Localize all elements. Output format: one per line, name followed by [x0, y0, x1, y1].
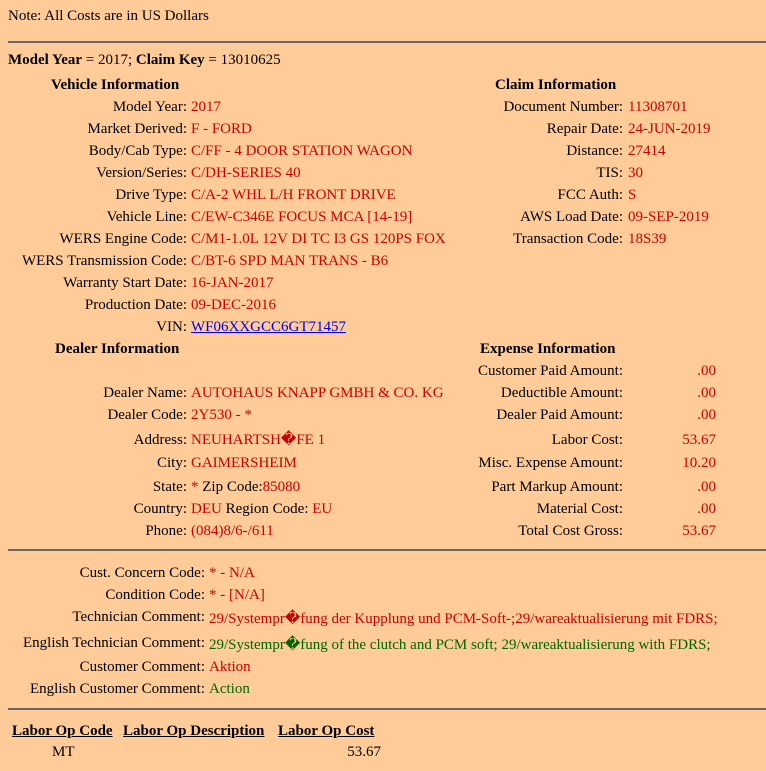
vehicle-field-value: C/BT-6 SPD MAN TRANS - B6 [191, 253, 389, 269]
dealer-name-label: Dealer Name: [103, 385, 187, 401]
region-label: Region Code: [221, 501, 313, 517]
state-value: * [191, 479, 199, 495]
expense-field-value: .00 [697, 407, 716, 423]
dealer-code-label: Dealer Code: [107, 407, 187, 423]
comment-label: Technician Comment: [72, 609, 205, 625]
divider [8, 549, 766, 551]
vehicle-field-label: Market Derived: [87, 121, 187, 137]
expense-field-value: .00 [697, 385, 716, 401]
vehicle-field-label: WERS Engine Code: [59, 231, 187, 247]
claim-field-value: 11308701 [628, 99, 688, 115]
vehicle-field-value: C/M1-1.0L 12V DI TC I3 GS 120PS FOX [191, 231, 446, 247]
labor-op-code-cell: MT [52, 744, 75, 760]
vehicle-field-value: C/FF - 4 DOOR STATION WAGON [191, 143, 413, 159]
address-label: Address: [133, 432, 187, 448]
expense-field-value: .00 [697, 363, 716, 379]
claim-field-label: TIS: [596, 165, 623, 181]
dealer-info-heading: Dealer Information [55, 341, 180, 357]
vin-label: VIN: [156, 319, 187, 335]
city-label: City: [156, 455, 187, 471]
zip-value: 85080 [262, 479, 301, 495]
expense-field-label: Dealer Paid Amount: [496, 407, 623, 423]
vehicle-field-value: C/A-2 WHL L/H FRONT DRIVE [191, 187, 396, 203]
labor-op-cost-cell: 53.67 [347, 744, 381, 760]
phone-value: (084)8/6-/611 [191, 523, 274, 539]
comment-label: Customer Comment: [79, 659, 205, 675]
vin-link[interactable]: WF06XXGCC6GT71457 [191, 319, 347, 335]
city-value: GAIMERSHEIM [191, 455, 297, 471]
dealer-name-value: AUTOHAUS KNAPP GMBH & CO. KG [191, 385, 444, 401]
model-year-label: Model Year [8, 52, 83, 68]
claim-field-label: Document Number: [503, 99, 623, 115]
expense-field-value: .00 [697, 479, 716, 495]
claim-field-label: Distance: [566, 143, 623, 159]
comment-label: English Technician Comment: [23, 635, 205, 651]
labor-op-description-header: Labor Op Description [123, 723, 265, 739]
country-label: Country: [133, 501, 187, 517]
expense-field-label: Misc. Expense Amount: [478, 455, 623, 471]
vehicle-field-value: F - FORD [191, 121, 252, 137]
vehicle-field-value: C/EW-C346E FOCUS MCA [14-19] [191, 209, 413, 225]
vehicle-field-label: Vehicle Line: [106, 209, 187, 225]
claim-field-label: FCC Auth: [557, 187, 623, 203]
vehicle-field-value: 09-DEC-2016 [191, 297, 276, 313]
labor-op-code-header: Labor Op Code [12, 723, 113, 739]
claim-field-value: 09-SEP-2019 [628, 209, 709, 225]
expense-info-heading: Expense Information [480, 341, 616, 357]
expense-field-label: Customer Paid Amount: [477, 363, 623, 379]
expense-field-value: 10.20 [682, 455, 716, 471]
claim-info-heading: Claim Information [495, 77, 617, 93]
vehicle-field-value: 16-JAN-2017 [191, 275, 274, 291]
claim-header [8, 51, 281, 69]
expense-field-value: .00 [697, 501, 716, 517]
divider [8, 708, 766, 710]
labor-op-cost-header: Labor Op Cost [278, 723, 375, 739]
claim-field-value: 18S39 [628, 231, 667, 247]
vehicle-field-label: WERS Transmission Code: [21, 253, 187, 269]
expense-field-label: Deductible Amount: [500, 385, 623, 401]
vehicle-field-label: Drive Type: [115, 187, 187, 203]
vehicle-field-value: 2017 [191, 99, 221, 115]
vehicle-info-heading: Vehicle Information [51, 77, 180, 93]
country-region-line [191, 500, 332, 518]
address-value: NEUHARTSH�FE 1 [191, 432, 326, 448]
vehicle-field-label: Model Year: [112, 99, 187, 115]
divider [8, 41, 766, 43]
expense-field-label: Part Markup Amount: [491, 479, 623, 495]
comment-value: Aktion [209, 659, 251, 675]
comment-label: English Customer Comment: [30, 681, 205, 697]
vehicle-field-label: Production Date: [84, 297, 187, 313]
claim-field-label: Transaction Code: [513, 231, 623, 247]
vehicle-field-label: Version/Series: [96, 165, 187, 181]
claim-field-value: 30 [628, 165, 643, 181]
claim-key-value: = 13010625 [204, 52, 281, 68]
claim-key-label: Claim Key [135, 52, 205, 68]
comment-label: Cust. Concern Code: [79, 565, 205, 581]
claim-field-value: S [628, 187, 637, 203]
vehicle-field-label: Body/Cab Type: [88, 143, 187, 159]
region-value: EU [312, 501, 333, 517]
claim-field-value: 24-JUN-2019 [628, 121, 711, 137]
vehicle-field-label: Warranty Start Date: [63, 275, 187, 291]
claim-field-value: 27414 [628, 143, 666, 159]
cost-note: Note: All Costs are in US Dollars [8, 8, 209, 24]
comment-value: Action [209, 681, 250, 697]
model-year-value: = 2017; [82, 52, 136, 68]
state-zip-line [191, 478, 300, 496]
comment-value: 29/Systempr�fung of the clutch and PCM soft; 29/wareaktualisierung with FDRS; [209, 637, 711, 653]
expense-field-value: 53.67 [682, 523, 716, 539]
dealer-code-value: 2Y530 - * [191, 407, 252, 423]
expense-field-label: Labor Cost: [551, 432, 623, 448]
comment-value: * - [N/A] [209, 587, 265, 603]
phone-label: Phone: [145, 523, 187, 539]
expense-field-label: Total Cost Gross: [518, 523, 623, 539]
state-label: State: [152, 479, 187, 495]
country-value: DEU [191, 501, 222, 517]
comment-label: Condition Code: [105, 587, 205, 603]
comment-value: * - N/A [209, 565, 255, 581]
claim-field-label: AWS Load Date: [520, 209, 623, 225]
claim-field-label: Repair Date: [546, 121, 623, 137]
expense-field-value: 53.67 [682, 432, 716, 448]
expense-field-label: Material Cost: [536, 501, 623, 517]
vehicle-field-value: C/DH-SERIES 40 [191, 165, 301, 181]
comment-value: 29/Systempr�fung der Kupplung und PCM-Soft-;29/wareaktualisierung mit FDRS; [209, 611, 718, 627]
zip-label: Zip Code: [198, 479, 263, 495]
